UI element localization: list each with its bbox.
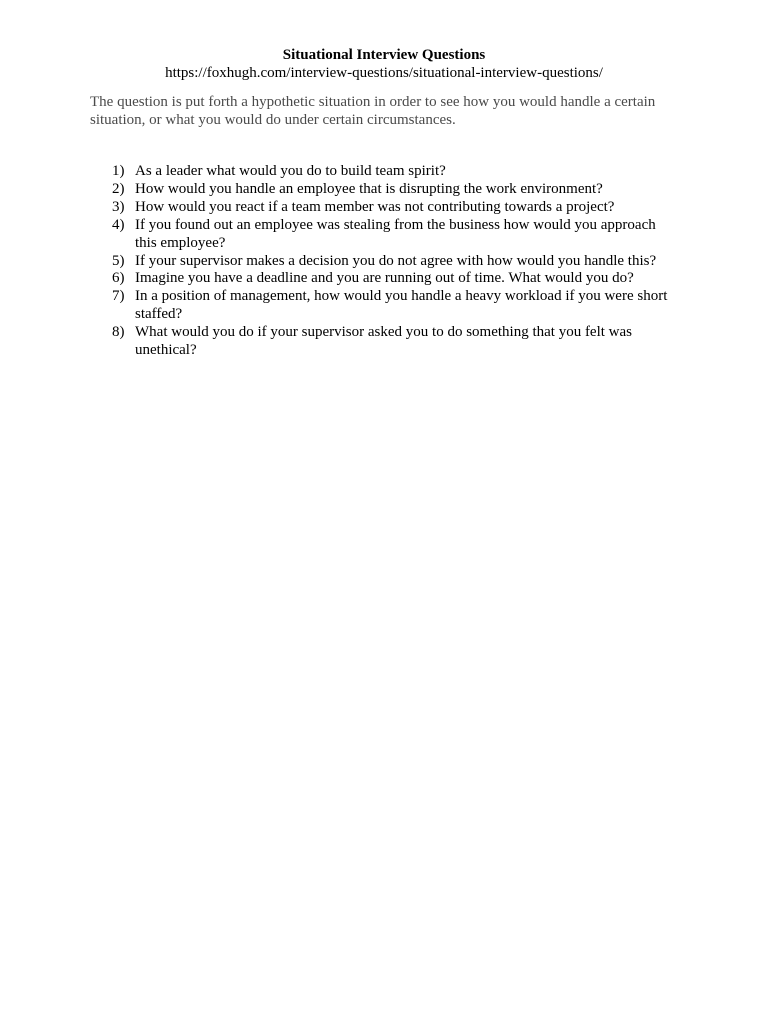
question-number: 2) xyxy=(112,180,125,197)
question-text: In a position of management, how would you handle a heavy workload if you were short staffed? xyxy=(135,288,668,323)
question-item xyxy=(100,270,680,288)
question-number: 7) xyxy=(112,288,125,305)
question-text: How would you handle an employee that is disrupting the work environment? xyxy=(135,180,603,197)
question-item xyxy=(100,253,680,271)
question-item xyxy=(100,181,680,199)
question-item xyxy=(100,163,680,181)
source-url: https://foxhugh.com/interview-questions/situational-interview-questions/ xyxy=(165,65,603,81)
question-item xyxy=(100,324,680,360)
question-item xyxy=(100,199,680,217)
question-number: 8) xyxy=(112,324,125,341)
question-text: If you found out an employee was stealing from the business how would you approach this employee? xyxy=(135,216,656,251)
question-item xyxy=(100,288,680,324)
question-number: 3) xyxy=(112,198,125,215)
question-number: 6) xyxy=(112,270,125,287)
question-number: 4) xyxy=(112,216,125,233)
intro-paragraph: The question is put forth a hypothetic situation in order to see how you would handle a certain situation, or what you would do under certain circumstances. xyxy=(90,94,656,128)
question-text: As a leader what would you do to build team spirit? xyxy=(135,163,446,179)
question-number: 1) xyxy=(112,163,125,179)
question-text: How would you react if a team member was not contributing towards a project? xyxy=(135,198,615,215)
question-text: If your supervisor makes a decision you do not agree with how would you handle this? xyxy=(135,252,657,269)
question-item xyxy=(100,217,680,253)
question-text: Imagine you have a deadline and you are running out of time. What would you do? xyxy=(135,270,634,287)
question-list xyxy=(100,163,680,360)
document-title: Situational Interview Questions xyxy=(282,47,486,63)
question-number: 5) xyxy=(112,252,125,269)
question-text: What would you do if your supervisor asked you to do something that you felt was unethical? xyxy=(135,324,633,359)
